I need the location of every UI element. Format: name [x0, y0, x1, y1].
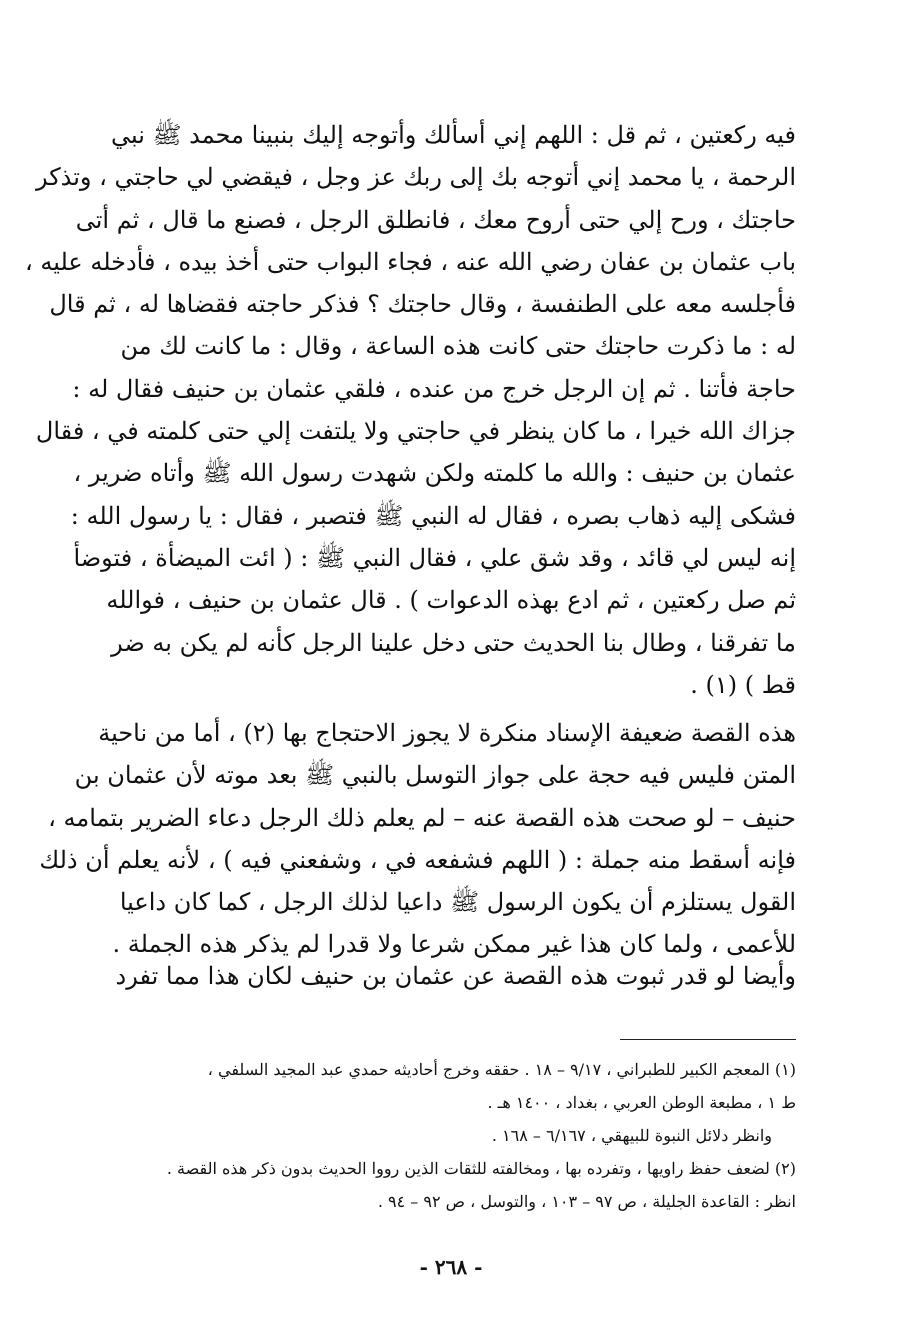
text-line: للأعمى ، ولما كان هذا غير ممكن شرعا ولا قدرا لم يذكر هذه الجملة . [112, 930, 796, 959]
footnote-line: (٢) لضعف حفظ راويها ، وتفرده بها ، ومخالفته للثقات الذين رووا الحديث بدون ذكر هذه القصة . [166, 1159, 796, 1178]
text-line: فإنه أسقط منه جملة : ( اللهم فشفعه في ، وشفعني فيه ) ، لأنه يعلم أن ذلك [39, 845, 796, 874]
text-line: فأجلسه معه على الطنفسة ، وقال حاجتك ؟ فذكر حاجته فقضاها له ، ثم قال [49, 290, 796, 319]
footnote-separator [620, 1039, 796, 1040]
text-line: المتن فليس فيه حجة على جواز التوسل بالنبي ﷺ بعد موته لأن عثمان بن [74, 761, 796, 790]
text-line: فيه ركعتين ، ثم قل : اللهم إني أسألك وأتوجه إليك بنبينا محمد ﷺ نبي [111, 121, 796, 149]
text-line: وأيضا لو قدر ثبوت هذه القصة عن عثمان بن حنيف لكان هذا مما تفرد [115, 962, 796, 990]
paragraph-commentary [39, 712, 796, 966]
text-line: حاجة فأتنا . ثم إن الرجل خرج من عنده ، فلقي عثمان بن حنيف فقال له : [72, 374, 796, 403]
text-line: إنه ليس لي قائد ، وقد شق علي ، فقال النبي ﷺ : ( ائت الميضأة ، فتوضأ [73, 543, 796, 572]
text-line: قط ) (١) . [690, 670, 796, 699]
text-line: عثمان بن حنيف : والله ما كلمته ولكن شهدت رسول الله ﷺ وأتاه ضرير ، [73, 459, 796, 488]
text-line: باب عثمان بن عفان رضي الله عنه ، فجاء البواب حتى أخذ بيده ، فأدخله عليه ، [24, 247, 796, 276]
footnote-line: وانظر دلائل النبوة للبيهقي ، ٦/١٦٧ – ١٦٨ . [491, 1126, 772, 1145]
footnotes [106, 1053, 796, 1218]
text-line: هذه القصة ضعيفة الإسناد منكرة لا يجوز الاحتجاج بها (٢) ، أما من ناحية [98, 719, 796, 747]
text-line: جزاك الله خيرا ، ما كان ينظر في حاجتي ولا يلتفت إلي حتى كلمته في ، فقال [35, 417, 796, 446]
text-line: حنيف – لو صحت هذه القصة عنه – لم يعلم ذلك الرجل دعاء الضرير بتمامه ، [48, 803, 796, 832]
text-line: له : ما ذكرت حاجتك حتى كانت هذه الساعة ، وقال : ما كانت لك من [120, 332, 796, 361]
text-line: الرحمة ، يا محمد إني أتوجه بك إلى ربك عز وجل ، فيقضي لي حاجتي ، وتذكر [35, 163, 796, 192]
paragraph-continuation [106, 955, 796, 997]
text-line: حاجتك ، ورح إلي حتى أروح معك ، فانطلق الرجل ، فصنع ما قال ، ثم أتى [75, 205, 796, 234]
paragraph-hadith-narration [24, 114, 796, 706]
text-line: ما تفرقنا ، وطال بنا الحديث حتى دخل علينا الرجل كأنه لم يكن به ضر [111, 628, 796, 657]
page-number: - ٢٦٨ - [419, 1255, 483, 1279]
text-line: فشكى إليه ذهاب بصره ، فقال له النبي ﷺ فتصبر ، فقال : يا رسول الله : [70, 501, 796, 530]
text-line: ثم صل ركعتين ، ثم ادع بهذه الدعوات ) . قال عثمان بن حنيف ، فوالله [106, 586, 796, 615]
text-line: القول يستلزم أن يكون الرسول ﷺ داعيا لذلك الرجل ، كما كان داعيا [119, 888, 796, 917]
footnote-line: انظر : القاعدة الجليلة ، ص ٩٧ – ١٠٣ ، والتوسل ، ص ٩٢ – ٩٤ . [377, 1192, 796, 1211]
footnote-line: (١) المعجم الكبير للطبراني ، ٩/١٧ – ١٨ . حققه وخرج أحاديثه حمدي عبد المجيد السلفي ، [207, 1060, 796, 1079]
footnote-line: ط ١ ، مطبعة الوطن العربي ، بغداد ، ١٤٠٠ هـ . [487, 1093, 796, 1112]
